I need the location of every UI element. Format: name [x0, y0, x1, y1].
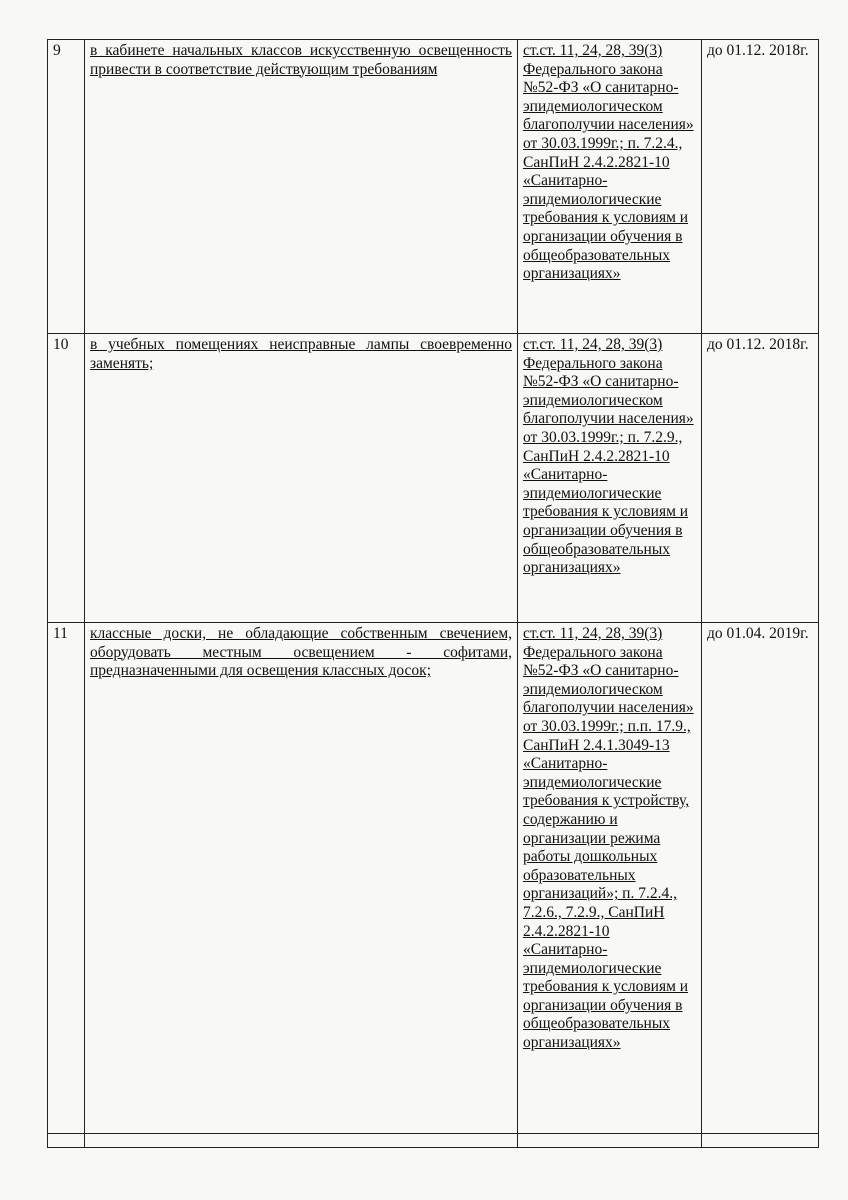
table-row: [48, 40, 819, 334]
table-row: [48, 623, 819, 1134]
requirement-text: классные доски, не обладающие собственным свечением, оборудовать местным освещением - софитами, предназначенными для освещения классных досок;: [85, 623, 518, 1134]
empty-cell: [702, 1134, 819, 1148]
requirement-text: в кабинете начальных классов искусственную освещенность привести в соответствие действующим требованиям: [85, 40, 518, 334]
empty-cell: [48, 1134, 85, 1148]
row-number: 9: [48, 40, 85, 334]
empty-table-row: [48, 1134, 819, 1148]
deadline-text: до 01.12. 2018г.: [702, 40, 819, 334]
deadline-text: до 01.12. 2018г.: [702, 334, 819, 623]
row-number: 11: [48, 623, 85, 1134]
row-number: 10: [48, 334, 85, 623]
legal-basis-text: ст.ст. 11, 24, 28, 39(3) Федерального закона №52-ФЗ «О санитарно-эпидемиологическом благополучии населения» от 30.03.1999г.; п. 7.2.9., СанПиН 2.4.2.2821-10 «Санитарно-эпидемиологические требования к условиям и организации обучения в общеобразовательных организациях»: [518, 334, 702, 623]
legal-basis-text: ст.ст. 11, 24, 28, 39(3) Федерального закона №52-ФЗ «О санитарно-эпидемиологическом благополучии населения» от 30.03.1999г.; п. 7.2.4., СанПиН 2.4.2.2821-10 «Санитарно-эпидемиологические требования к условиям и организации обучения в общеобразовательных организациях»: [518, 40, 702, 334]
empty-cell: [518, 1134, 702, 1148]
legal-basis-text: ст.ст. 11, 24, 28, 39(3) Федерального закона №52-ФЗ «О санитарно-эпидемиологическом благополучии населения» от 30.03.1999г.; п.п. 17.9., СанПиН 2.4.1.3049-13 «Санитарно-эпидемиологические требования к устройству, содержанию и организации режима работы дошкольных образовательных организаций»; п. 7.2.4., 7.2.6., 7.2.9., СанПиН 2.4.2.2821-10 «Санитарно-эпидемиологические требования к условиям и организации обучения в общеобразовательных организациях»: [518, 623, 702, 1134]
requirements-table: [47, 39, 819, 1148]
deadline-text: до 01.04. 2019г.: [702, 623, 819, 1134]
table-row: [48, 334, 819, 623]
empty-cell: [85, 1134, 518, 1148]
requirement-text: в учебных помещениях неисправные лампы своевременно заменять;: [85, 334, 518, 623]
